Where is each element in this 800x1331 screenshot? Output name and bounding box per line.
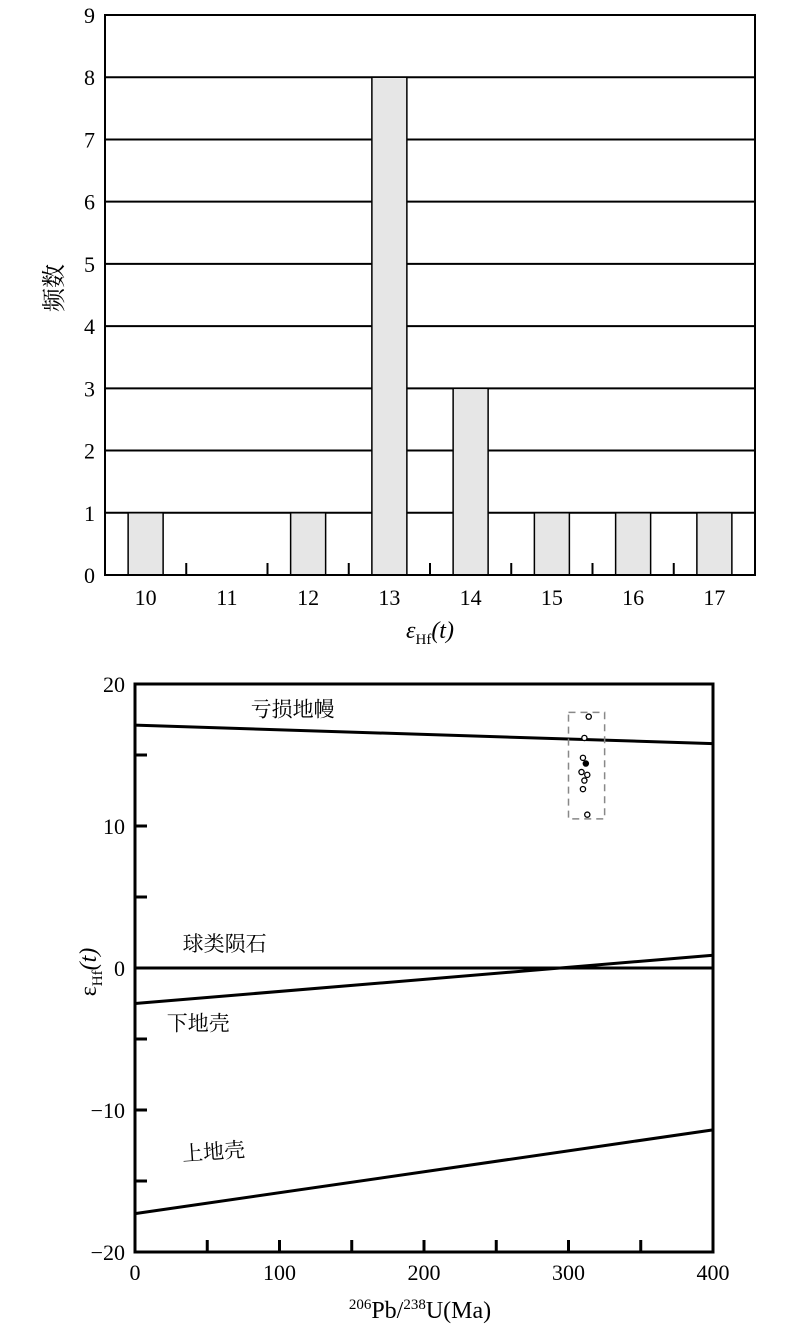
bottom-x-axis-label: $^{206}$Pb/$^{238}$U(Ma) [348,1297,492,1324]
y-tick-label: 0 [84,563,95,588]
x-tick-label: 15 [540,585,563,610]
line-label: 球类陨石 [182,931,267,956]
sample-point [586,714,591,719]
x-tick-label: 300 [552,1260,585,1285]
top-x-axis-label: $\varepsilon_{Hf}(t)$ [406,618,454,648]
y-tick-label: 7 [84,127,95,153]
top-y-tick-labels [84,3,95,588]
x-tick-label: 100 [263,1260,296,1285]
y-tick-label: 1 [84,500,95,526]
line-label: 上地壳 [181,1137,246,1167]
series-line [135,955,713,1003]
x-tick-label: 11 [216,585,238,610]
sample-point [580,786,585,791]
histogram-bar [534,513,569,575]
top-plot-frame [105,15,755,575]
sample-points [579,714,591,817]
frequency-histogram [0,0,800,650]
histogram-bar [291,513,326,575]
line-label: 亏损地幔 [250,697,335,722]
histogram-bar [453,388,488,575]
series-line [135,725,713,743]
histogram-bar [372,77,407,575]
bottom-y-axis-label: $\varepsilon_{Hf}(t)$ [76,947,106,997]
y-tick-label: 10 [103,814,125,839]
sample-point [580,755,585,760]
x-tick-label: 14 [459,585,482,610]
histogram-bar [697,513,732,575]
sample-point [583,761,588,766]
x-tick-label: 10 [134,585,157,610]
sample-point [582,735,587,740]
y-tick-label: −10 [90,1098,125,1123]
histogram-bar [128,513,163,575]
y-tick-label: 5 [84,251,95,277]
x-tick-label: 0 [129,1260,141,1285]
y-tick-label: 0 [114,956,125,981]
x-tick-label: 400 [696,1260,730,1285]
sample-point [585,772,590,777]
sample-point [582,778,587,783]
sample-point [585,812,590,817]
bottom-x-tick-labels [130,1260,730,1285]
top-ticks [105,563,755,575]
top-grid-lines [105,77,755,513]
sample-point [579,769,584,774]
epsilon-hf-vs-age-plot [0,650,800,1331]
y-tick-label: 8 [84,65,95,91]
top-x-tick-labels [135,585,726,610]
y-tick-label: 9 [84,3,95,28]
y-tick-label: 6 [84,189,95,215]
y-tick-label: −20 [90,1240,125,1265]
line-label: 下地壳 [166,1011,230,1036]
line-labels [167,698,335,1166]
x-tick-label: 13 [378,585,401,610]
y-tick-label: 2 [84,438,95,464]
histogram-bar [616,513,651,575]
top-y-axis-label: 频数 [40,264,68,312]
y-tick-label: 3 [84,376,95,402]
y-tick-label: 20 [103,672,125,697]
x-tick-label: 17 [703,585,726,610]
x-tick-label: 16 [622,585,645,610]
x-tick-label: 200 [407,1260,441,1285]
x-tick-label: 12 [297,585,320,610]
y-tick-label: 4 [84,314,95,340]
